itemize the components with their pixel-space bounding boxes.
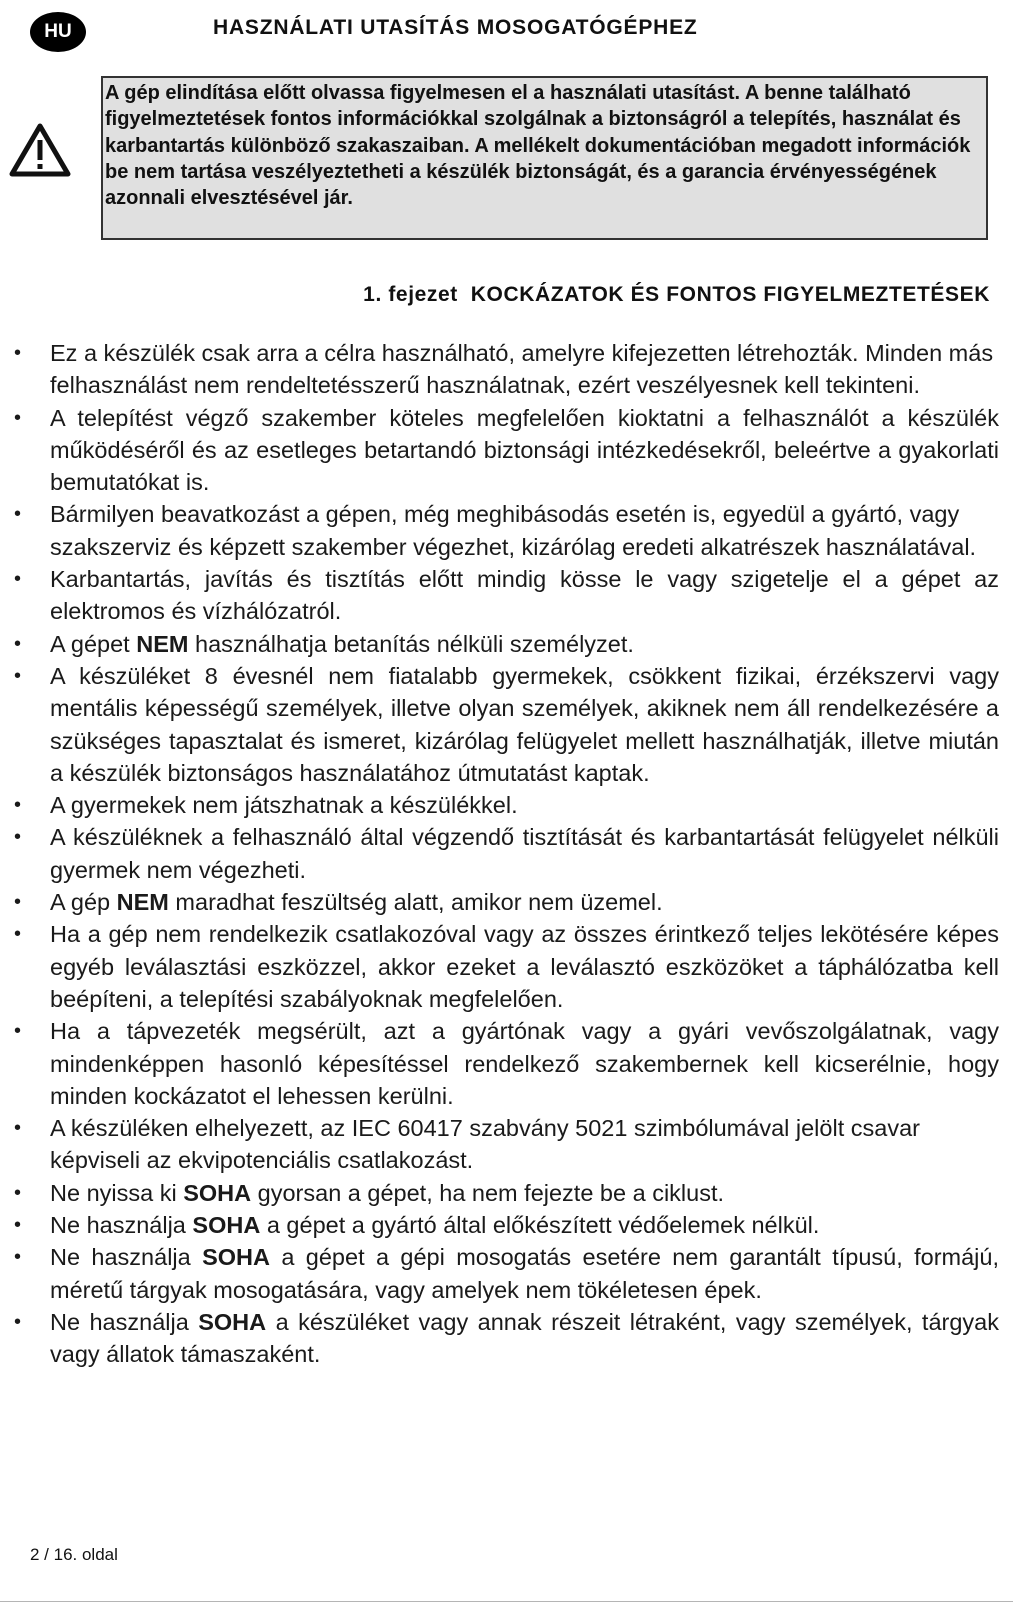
language-badge: HU [30,12,86,52]
safety-rules-list [0,337,1006,1371]
rule-text: Ne nyissa ki [50,1179,184,1206]
rule-text: gyorsan a gépet, ha nem fejezte be a ciklust. [251,1179,725,1206]
rule-text: maradhat feszültség alatt, amikor nem üzemel. [168,889,663,916]
rule-emphasis: NEM [136,630,189,657]
rule-text: Ne használja [50,1308,199,1335]
rule-text: A készüléket 8 évesnél nem fiatalabb gyermekek, csökkent fizikai, érzékszervi vagy mentális képességű személyek, illetve olyan személyek, akiknek nem áll rendelkezésére a szükséges tapasztalat és ismeret, kizárólag felügyelet mellett használhatják, illetve miután a készülék biztonságos használatához útmutatást kaptak. [50,662,999,786]
rule-text: Bármilyen beavatkozást a gépen, még meghibásodás esetén is, egyedül a gyártó, vagy szakszerviz és képzett szakember végezhet, kizárólag eredeti alkatrészek használatával. [50,501,977,560]
bullet-icon: • [14,1117,22,1140]
bullet-icon: • [14,1246,22,1269]
rule-text: a gépet a gépi mosogatás esetére nem garantált típusú, formájú, méretű tárgyak mosogatására, vagy amelyek nem tökéletesen épek. [50,1244,1006,1303]
bullet-icon: • [14,406,22,429]
rule-text: A készüléknek a felhasználó által végzendő tisztítását és karbantartását felügyelet nélküli gyermek nem végezheti. [50,824,999,883]
safety-rule-item [0,337,1003,402]
bullet-icon: • [14,632,22,655]
rule-text: Karbantartás, javítás és tisztítás előtt mindig kösse le vagy szigetelje el a gépet az elektromos és vízhálózatról. [50,566,999,625]
safety-rule-item [0,660,1003,789]
rule-emphasis: SOHA [192,1212,261,1239]
safety-rule-item [0,628,1003,660]
bullet-icon: • [14,568,22,591]
bullet-icon: • [14,1181,22,1204]
rule-text: A telepítést végző szakember köteles megfelelően kioktatni a felhasználót a készülék működéséről és az esetleges betartandó biztonsági intézkedésekről, beleértve a gyakorlati bemutatókat is. [50,404,999,496]
rule-text: Ha a tápvezeték megsérült, azt a gyártónak vagy a gyári vevőszolgálatnak, vagy mindenképpen hasonló képesítéssel rendelkező szakembernek kell kicserélnie, hogy minden kockázatot el lehessen kerülni. [50,1018,999,1109]
bullet-icon: • [14,794,22,817]
rule-text: Ez a készülék csak arra a célra használható, amelyre kifejezetten létrehozták. Minden más felhasználást nem rendeltetésszerű használatnak, ezért veszélyesnek kell tekinteni. [50,340,994,399]
rule-text: a készüléket vagy annak részeit létraként, vagy személyek, tárgyak vagy állatok támaszaként. [50,1308,1006,1368]
safety-rule-item [0,1112,1003,1177]
rule-emphasis: SOHA [202,1244,270,1271]
chapter-number: 1. fejezet [363,283,458,306]
page-number: 2 / 16. oldal [30,1545,118,1564]
safety-rule-item [0,918,1003,1015]
bullet-icon: • [14,826,22,849]
safety-warning-box [101,76,988,240]
rule-text: A gép [50,889,117,916]
safety-rule-item [0,1177,1003,1209]
safety-rule-item [0,1306,1006,1371]
rule-text: A gyermekek nem játszhatnak a készülékkel. [50,792,518,819]
safety-rule-item [0,402,1003,499]
bullet-icon: • [14,923,22,946]
rule-text: a gépet a gyártó által előkészített védőelemek nélkül. [260,1212,820,1239]
document-title: HASZNÁLATI UTASÍTÁS MOSOGATÓGÉPHEZ [213,16,698,39]
rule-emphasis: SOHA [183,1179,252,1206]
rule-text: Ha a gép nem rendelkezik csatlakozóval vagy az összes érintkező teljes lekötésére képes egyéb leválasztási eszközzel, akkor ezeket a leválasztó eszközöket a táphálózatba kell beépíteni, a telepítési szabályoknak megfelelően. [50,921,999,1012]
bottom-divider [0,1601,1013,1602]
rule-emphasis: NEM [116,889,169,916]
rule-text: A gépet [50,630,137,657]
rule-text: A készüléken elhelyezett, az IEC 60417 szabvány 5021 szimbólumával jelölt csavar képviseli az ekvipotenciális csatlakozást. [50,1115,920,1174]
safety-rule-item [0,498,1003,563]
safety-rule-item [0,1209,1003,1241]
bullet-icon: • [14,891,22,914]
bullet-icon: • [14,1310,22,1333]
chapter-heading [0,283,990,307]
safety-rule-item [0,886,1003,918]
bullet-icon: • [14,503,22,526]
bullet-icon: • [14,1214,22,1237]
bullet-icon: • [14,664,22,687]
rule-text: használhatja betanítás nélküli személyzet. [188,630,634,657]
safety-rule-item [0,789,1003,821]
warning-triangle-icon [8,122,72,178]
safety-rule-item [0,1015,1003,1112]
bullet-icon: • [14,1020,22,1043]
bullet-icon: • [14,342,22,364]
safety-rule-item [0,821,1003,886]
rule-text: Ne használja [50,1212,193,1239]
rule-text: Ne használja [50,1244,203,1271]
safety-warning-text: A gép elindítása előtt olvassa figyelmesen el a használati utasítást. A benne található figyelmeztetések fontos információkkal szolgálnak a biztonságról a telepítés, használat és karbantartás különböző szakaszaiban. A mellékelt dokumentációban megadott információk be nem tartása veszélyeztetheti a készülék biztonságát, és a garancia érvényességének azonnali elvesztésével jár. [105,82,971,210]
rule-emphasis: SOHA [198,1308,267,1335]
chapter-title: KOCKÁZATOK ÉS FONTOS FIGYELMEZTETÉSEK [470,283,990,306]
safety-rule-item [0,1241,1006,1306]
safety-rule-item [0,563,1003,628]
